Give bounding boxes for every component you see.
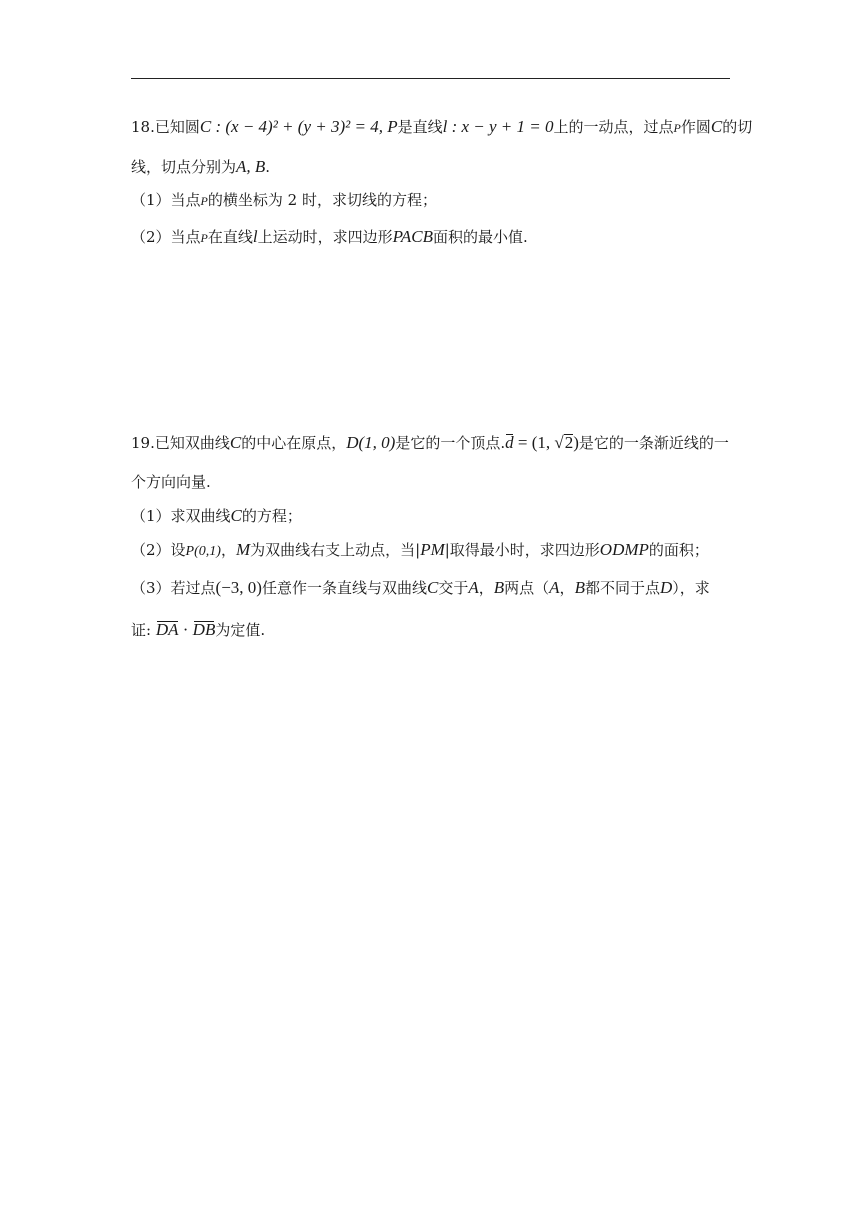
q19-part2-text-d: |取得最小时，求四边形 [444,541,600,559]
q19-part2-pm: PM [420,540,445,559]
q19-part3-b2: B [574,578,585,597]
q19-text-3: 是它的一个顶点. [395,434,506,452]
q19-eq-b: ) [573,433,579,452]
q19-part2-text-a: （2）设 [131,541,186,559]
q18-part2-line-l: l [252,227,258,246]
q19-part3-d: D [659,578,673,597]
q18-points-ab: A, B [236,157,266,176]
q19-part3-a2: A [549,578,560,597]
q19-part3-point: (−3, 0) [215,578,262,597]
q19-part1-text-a: （1）求双曲线 [131,507,231,525]
q19-vector-db: DB [192,620,216,639]
q19-part1-c: C [230,506,242,525]
q19-curve-c: C [229,433,242,452]
q19-line1 [131,433,729,453]
q18-part1-text-b: 的横坐标为 2 时，求切线的方程； [207,191,437,209]
q18-part1-point-p: P [200,194,208,208]
q19-part1-text-b: 的方程； [241,507,302,525]
q19-dot-operator: · [178,620,193,639]
q19-part3-line2 [131,620,265,640]
q18-part2-point-p: P [200,231,208,245]
q18-part2-text-a: （2）当点 [131,228,201,246]
q19-part2-text-c: 为双曲线右支上动点，当| [250,541,421,559]
q19-part3-text-e: ， [478,579,494,597]
q18-part2-text-b: 在直线 [207,228,253,246]
q19-part1 [131,506,302,526]
q19-part3-text-i: ），求 [672,579,710,597]
q19-part3-a: A [468,578,479,597]
q18-part2-text-d: 面积的最小值. [432,228,528,246]
q19-part3-c: C [426,578,439,597]
q19-part3-line2-text-b: 为定值. [215,621,266,639]
q19-part3-text-b: 任意作一条直线与双曲线 [261,579,427,597]
q19-vector-da: DA [155,620,179,639]
q19-point-d: D(1, 0) [346,433,396,452]
q19-part3 [131,578,710,598]
q18-point-p: P [673,121,681,135]
q19-part3-text-d: 交于 [438,579,469,597]
q19-part2 [131,540,709,562]
q19-eq-a: = (1, [513,433,555,452]
q19-part2-point-p: P(0,1) [185,544,221,559]
q19-part3-b: B [493,578,505,597]
q18-line2 [131,157,270,177]
q18-number: 18. [131,118,155,136]
q18-line2-text: 线，切点分别为 [131,158,237,176]
q18-circle-c: C [710,117,723,136]
q19-text-4: 是它的一条渐近线的一 [578,434,729,452]
q19-line2-text: 个方向向量. [131,473,211,491]
q19-text-2: 的中心在原点， [241,434,347,452]
q19-part3-text-h: 都不同于点 [584,579,660,597]
q19-part2-text-b: ， [220,541,236,559]
q19-part3-text-f: 两点（ [504,579,550,597]
q19-part3-text-a: （3）若过点 [131,579,216,597]
q18-text-5: 的切 [722,118,753,136]
q18-text-4: 作圆 [680,118,711,136]
q18-part2-text-c: 上运动时，求四边形 [257,228,393,246]
q19-part3-line2-text-a: 证: [131,621,156,639]
q18-line-equation: l : x − y + 1 = 0 [442,117,554,136]
q18-text-3: 上的一动点，过点 [553,118,674,136]
q19-part2-m: M [235,540,251,559]
q18-line2-end: . [265,158,271,176]
q19-part2-text-e: 的面积； [648,541,709,559]
sqrt-symbol-icon: √ [554,433,564,452]
q19-text-1: 已知双曲线 [154,434,230,452]
q19-number: 19. [131,434,155,452]
q19-sqrt-two: 2 [564,433,574,452]
q19-part2-odmp: ODMP [599,540,649,559]
q18-text-2: 是直线 [397,118,443,136]
q18-part1-text-a: （1）当点 [131,191,201,209]
q19-part3-text-g: ， [559,579,575,597]
q18-line1 [131,117,752,138]
q19-line2 [131,472,211,492]
q18-part2-pacb: PACB [392,227,433,246]
q18-part1 [131,190,437,211]
q18-circle-equation: C : (x − 4)² + (y + 3)² = 4, P [199,117,398,136]
header-rule [131,78,730,79]
q19-vector-d: d [505,433,514,452]
q18-text-1: 已知圆 [154,118,200,136]
q18-part2 [131,227,528,248]
